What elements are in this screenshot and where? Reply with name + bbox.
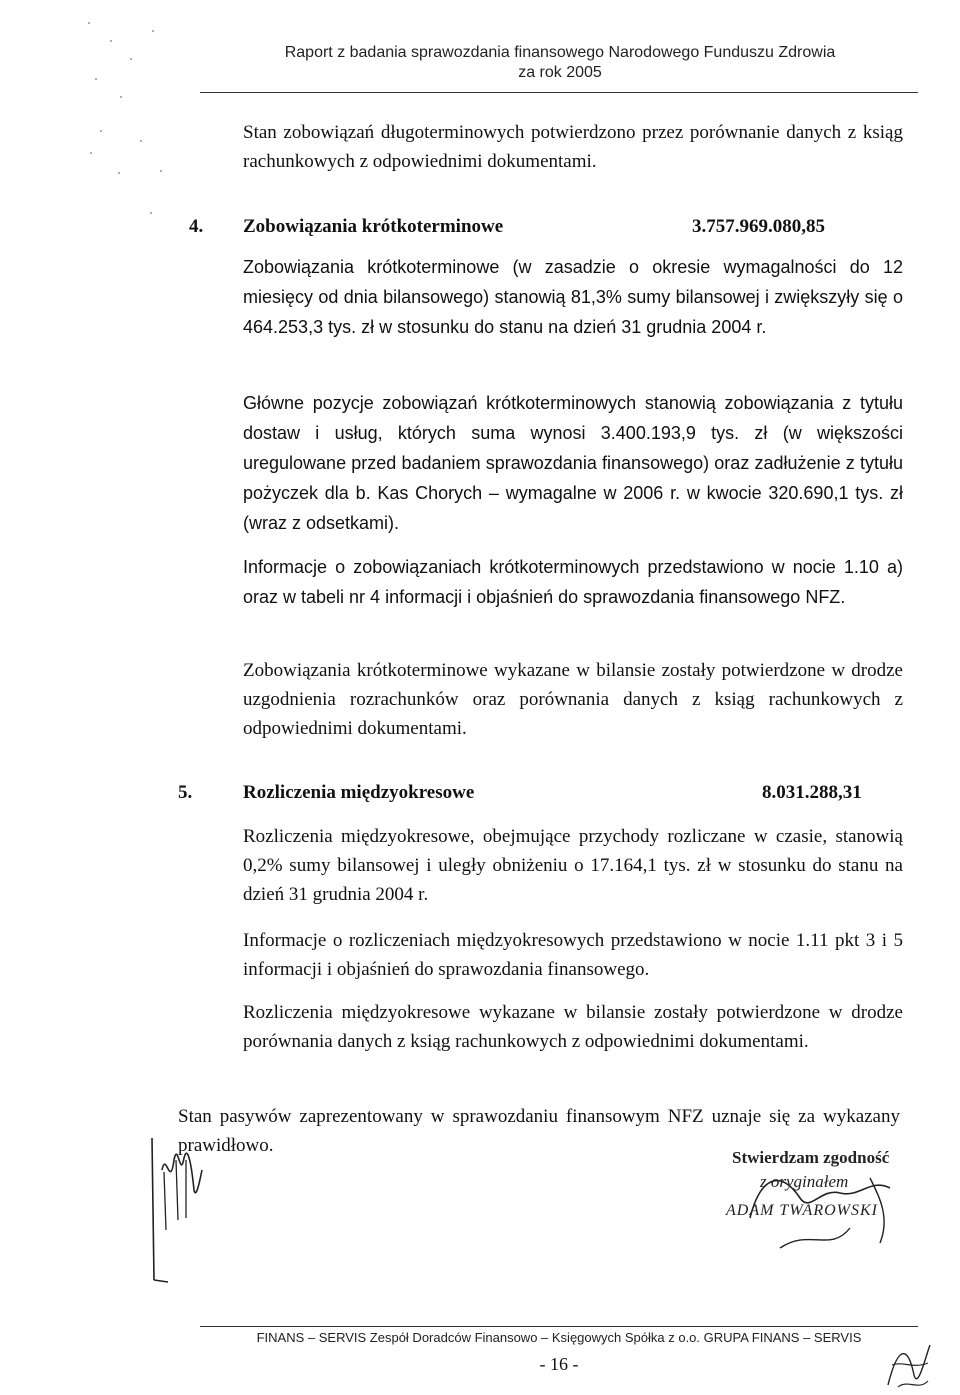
section-5-amount: 8.031.288,31 [762, 782, 862, 803]
section-5-number: 5. [178, 782, 193, 803]
conclusion-paragraph: Stan pasywów zaprezentowany w sprawozdaniu finansowym NFZ uznaje się za wykazany prawidłowo. [178, 1106, 900, 1156]
header-rule [200, 92, 918, 93]
section-5-paragraph: Informacje o rozliczeniach międzyokresowych przedstawiono w nocie 1.11 pkt 3 i 5 informacji i objaśnień do sprawozdania finansowego. [243, 930, 903, 980]
intro-paragraph: Stan zobowiązań długoterminowych potwierdzono przez porównanie danych z ksiąg rachunkowych z odpowiednimi dokumentami. [243, 122, 903, 172]
stamp-line-1: Stwierdzam zgodność [732, 1148, 890, 1167]
section-4-paragraph: Główne pozycje zobowiązań krótkoterminowych stanowią zobowiązania z tytułu dostaw i usług, których suma wynosi 3.400.193,9 tys. zł (w większości uregulowane przed badaniem sprawozdania finansowego) oraz zadłużenie z tytułu pożyczek dla b. Kas Chorych – wymagalne w 2006 r. w kwocie 320.690,1 tys. zł (wraz z odsetkami). [243, 393, 903, 533]
section-5-paragraph: Rozliczenia międzyokresowe, obejmujące przychody rozliczane w czasie, stanowią 0,2% sumy bilansowej i uległy obniżeniu o 17.164,1 tys. zł w stosunku do stanu na dzień 31 grudnia 2004 r. [243, 826, 903, 905]
section-4-paragraph: Zobowiązania krótkoterminowe (w zasadzie o okresie wymagalności do 12 miesięcy od dnia bilansowego) stanowią 81,3% sumy bilansowej i zwiększyły się o 464.253,3 tys. zł w stosunku do stanu na dzień 31 grudnia 2004 r. [243, 257, 903, 337]
section-4-number: 4. [189, 216, 204, 237]
header-subtitle: za rok 2005 [518, 64, 602, 81]
footer-rule [200, 1326, 918, 1327]
section-4-paragraph: Informacje o zobowiązaniach krótkoterminowych przedstawiono w nocie 1.10 a) oraz w tabeli nr 4 informacji i objaśnień do sprawozdania finansowego NFZ. [243, 557, 903, 607]
header-title: Raport z badania sprawozdania finansowego Narodowego Funduszu Zdrowia [284, 44, 836, 61]
section-5-paragraph: Rozliczenia międzyokresowe wykazane w bilansie zostały potwierdzone w drodze porównania danych z ksiąg rachunkowych z odpowiednimi dokumentami. [243, 1002, 903, 1052]
section-4-amount: 3.757.969.080,85 [692, 216, 825, 237]
document-header [200, 44, 920, 82]
certification-stamp [700, 1148, 940, 1258]
initials-mark-icon [878, 1335, 938, 1395]
section-4-title: Zobowiązania krótkoterminowe [243, 216, 504, 237]
handwritten-initials [140, 1130, 230, 1290]
footer-company: FINANS – SERVIS Zespół Doradców Finansowo – Księgowych Spółka z o.o. GRUPA FINANS – SERVIS [256, 1330, 862, 1345]
section-5-title: Rozliczenia międzyokresowe [243, 782, 475, 803]
stamp-signature-name: ADAM TWAROWSKI [726, 1202, 878, 1219]
section-4-paragraph: Zobowiązania krótkoterminowe wykazane w bilansie zostały potwierdzone w drodze uzgodnienia rozrachunków oraz porównania danych z ksiąg rachunkowych z odpowiednimi dokumentami. [243, 660, 903, 739]
stamp-line-2: z oryginałem [760, 1172, 849, 1191]
page-number: - 16 - [539, 1354, 579, 1374]
